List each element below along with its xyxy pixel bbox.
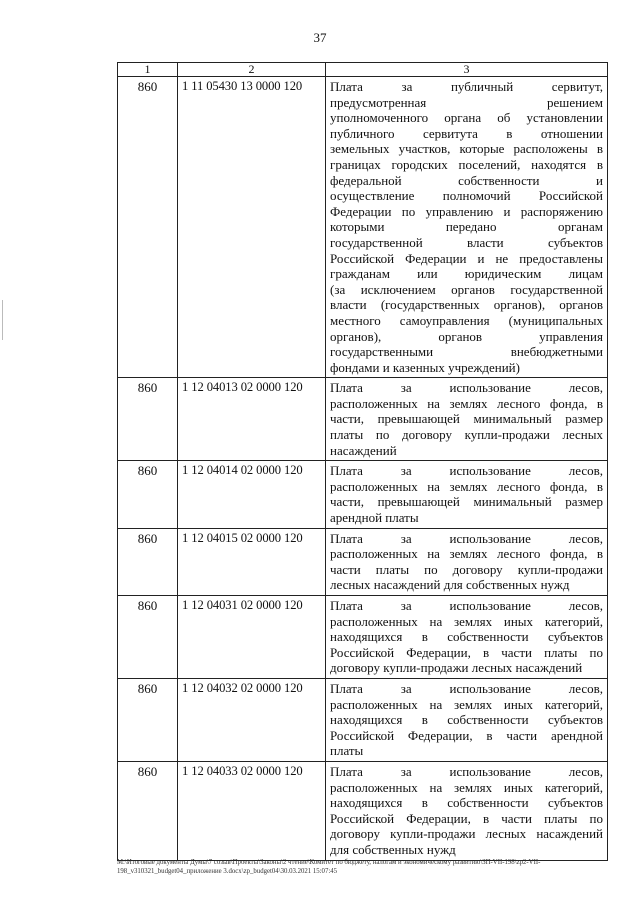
description-line: расположенных на землях лесного фонда, в	[330, 395, 603, 411]
revenue-description-cell	[326, 761, 608, 860]
description-line: расположенных на землях лесного фонда, в	[330, 546, 603, 562]
margin-mark	[2, 300, 3, 340]
description-line: фондами и казенных учреждений)	[330, 359, 520, 375]
description-line: платы по договору купли-продажи лесных	[330, 427, 603, 443]
revenue-code-cell: 1 12 04031 02 0000 120	[178, 596, 326, 679]
footer-line-1: M:\Итоговые документы Думы\7 созыв\Проекты\Законы\2 чтение\Комитет по бюджету, налогам и экономическому развитию\ЗП-VII-198\zp2-VII-	[117, 859, 541, 866]
description-line: (за исключением органов государственной	[330, 281, 603, 297]
description-line: платы	[330, 743, 364, 759]
page-number: 37	[313, 30, 327, 45]
description-line: земельных участков, которые расположены в	[330, 141, 603, 157]
description-line: гражданам или юридическим лицам	[330, 266, 603, 282]
revenue-description-cell	[326, 528, 608, 595]
description-line: публичного сервитута в отношении	[330, 125, 603, 141]
description-line: находящихся в собственности субъектов	[330, 795, 603, 811]
description-line: находящихся в собственности субъектов	[330, 629, 603, 645]
description-line: местного самоуправления (муниципальных	[330, 312, 603, 328]
revenue-code-cell: 1 11 05430 13 0000 120	[178, 77, 326, 378]
admin-code-cell: 860	[118, 378, 178, 461]
description-line: расположенных на землях лесного фонда, в	[330, 478, 603, 494]
description-line: части платы по договору купли-продажи	[330, 561, 603, 577]
table-row	[118, 761, 608, 860]
description-line: Плата за использование лесов,	[330, 680, 603, 696]
description-line: Плата за использование лесов,	[330, 463, 603, 479]
description-line: Плата за публичный сервитут,	[330, 79, 603, 94]
description-line: Плата за использование лесов,	[330, 380, 603, 396]
description-line: части, превышающей минимальный размер	[330, 411, 603, 427]
description-line: государственными внебюджетными	[330, 344, 603, 360]
file-path-footer	[117, 858, 617, 876]
description-line: государственной власти субъектов	[330, 234, 603, 250]
table-row	[118, 378, 608, 461]
description-line: органов), органов управления	[330, 328, 603, 344]
description-line: насаждений	[330, 442, 397, 458]
description-line: расположенных на землях иных категорий,	[330, 696, 603, 712]
description-line: договору купли-продажи лесных насаждений	[330, 826, 603, 842]
revenue-description-cell	[326, 596, 608, 679]
header-col-3: 3	[326, 63, 608, 77]
revenue-code-cell: 1 12 04013 02 0000 120	[178, 378, 326, 461]
description-line: арендной платы	[330, 510, 419, 526]
description-line: части, превышающей минимальный размер	[330, 494, 603, 510]
revenue-code-cell: 1 12 04032 02 0000 120	[178, 678, 326, 761]
table-row	[118, 678, 608, 761]
description-line: Федерации по управлению и распоряжению	[330, 203, 603, 219]
revenue-code-cell: 1 12 04033 02 0000 120	[178, 761, 326, 860]
header-col-2: 2	[178, 63, 326, 77]
revenue-code-cell: 1 12 04015 02 0000 120	[178, 528, 326, 595]
admin-code-cell: 860	[118, 461, 178, 528]
revenue-description-cell	[326, 461, 608, 528]
revenue-code-cell: 1 12 04014 02 0000 120	[178, 461, 326, 528]
admin-code-cell: 860	[118, 596, 178, 679]
description-line: которыми передано органам	[330, 219, 603, 235]
admin-code-cell: 860	[118, 678, 178, 761]
table-row	[118, 596, 608, 679]
admin-code-cell: 860	[118, 77, 178, 378]
description-line: Российской Федерации, в части платы по	[330, 644, 603, 660]
description-line: Плата за использование лесов,	[330, 763, 603, 779]
description-line: Российской Федерации, в части платы по	[330, 810, 603, 826]
description-line: предусмотренная решением	[330, 94, 603, 110]
table-row	[118, 461, 608, 528]
revenue-description-cell	[326, 678, 608, 761]
table-row	[118, 528, 608, 595]
description-line: федеральной собственности и	[330, 172, 603, 188]
revenue-classification-table	[117, 62, 608, 861]
footer-line-2: 198_v310321_budget04_приложение 3.docx\zp_budget04\30.03.2021 15:07:45	[117, 868, 338, 875]
description-line: расположенных на землях иных категорий,	[330, 779, 603, 795]
description-line: находящихся в собственности субъектов	[330, 712, 603, 728]
description-line: Российской Федерации, в части арендной	[330, 727, 603, 743]
revenue-description-cell	[326, 378, 608, 461]
description-line: для собственных нужд	[330, 841, 456, 857]
admin-code-cell: 860	[118, 761, 178, 860]
table-row	[118, 77, 608, 378]
description-line: договору купли-продажи лесных насаждений	[330, 660, 583, 676]
description-line: лесных насаждений для собственных нужд	[330, 577, 570, 593]
description-line: осуществление полномочий Российской	[330, 188, 603, 204]
description-line: Плата за использование лесов,	[330, 530, 603, 546]
description-line: Плата за использование лесов,	[330, 598, 603, 613]
admin-code-cell: 860	[118, 528, 178, 595]
header-col-1: 1	[118, 63, 178, 77]
description-line: расположенных на землях иных категорий,	[330, 613, 603, 629]
table-header-row	[118, 63, 608, 77]
description-line: границах городских поселений, находятся в	[330, 156, 603, 172]
description-line: Российской Федерации и не предоставлены	[330, 250, 603, 266]
description-line: уполномоченного органа об установлении	[330, 110, 603, 126]
description-line: власти (государственных органов), органов	[330, 297, 603, 313]
revenue-description-cell	[326, 77, 608, 378]
